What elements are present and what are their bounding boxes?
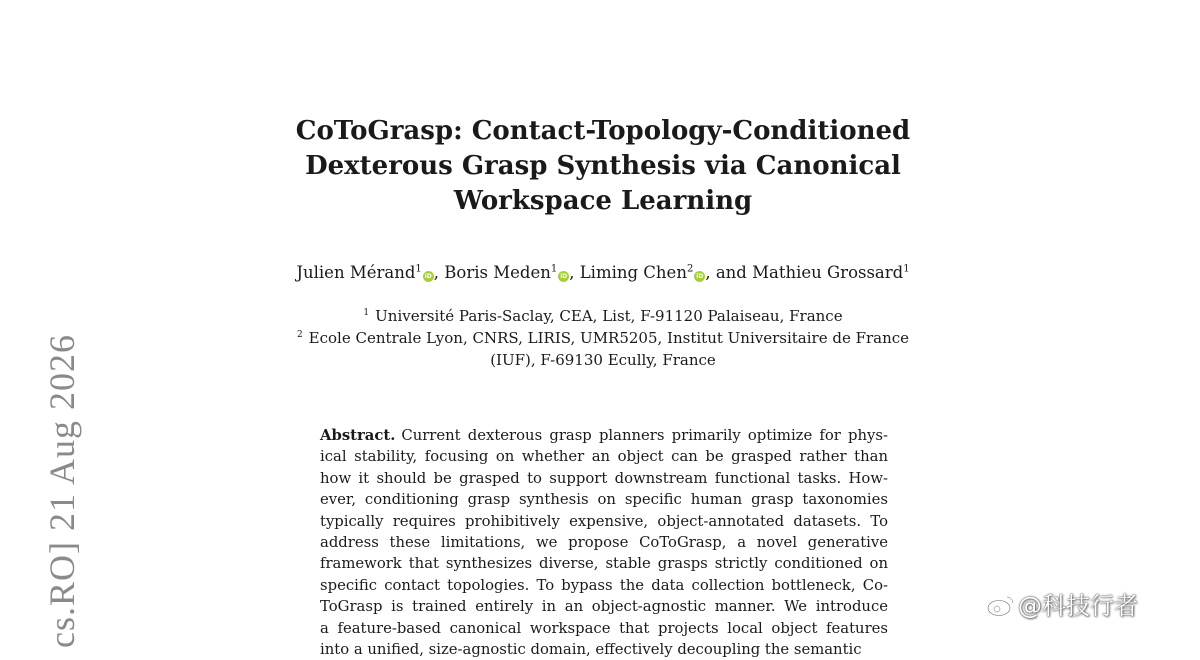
watermark: [986, 586, 1138, 621]
abstract-line: address these limitations, we propose CoToGrasp, a novel generative: [320, 534, 888, 552]
title-line: Dexterous Grasp Synthesis via Canonical: [305, 151, 901, 181]
affiliation-item: [260, 349, 946, 371]
abstract-line: [320, 425, 888, 446]
author-affiliation-mark: 1: [550, 263, 558, 275]
weibo-logo-icon: [986, 593, 1016, 617]
author-affiliation-mark: 2: [686, 263, 694, 275]
abstract-line: specific contact topologies. To bypass the data collection bottleneck, Co-: [320, 576, 888, 594]
author-name: Liming Chen: [579, 263, 687, 282]
orcid-icon[interactable]: iD: [424, 273, 432, 280]
abstract: [320, 425, 888, 660]
abstract-line: how it should be grasped to support downstream functional tasks. How-: [320, 469, 888, 487]
author-affiliation-mark: 1: [415, 263, 422, 275]
title-line: CoToGrasp: Contact-Topology-Conditioned: [295, 116, 911, 146]
abstract-line: typically requires prohibitively expensive, object-annotated datasets. To: [320, 512, 888, 530]
affiliation-mark: 2: [296, 330, 303, 340]
paper-title: [250, 114, 956, 219]
author-name: Boris Meden: [444, 263, 551, 282]
author-separator: ,: [569, 263, 580, 282]
abstract-line: ever, conditioning grasp synthesis on specific human grasp taxonomies: [320, 491, 888, 509]
title-line: Workspace Learning: [453, 186, 753, 216]
abstract-line: a feature-based canonical workspace that projects local object features: [320, 619, 888, 637]
affiliation-item: [260, 327, 946, 349]
arxiv-side-stamp: cs.RO] 21 Aug 2026: [42, 334, 82, 648]
affiliation-item: [260, 305, 946, 327]
affiliation-text: Université Paris-Saclay, CEA, List, F-91120 Palaiseau, France: [375, 307, 843, 325]
abstract-line: ToGrasp is trained entirely in an object-agnostic manner. We introduce: [320, 598, 888, 616]
abstract-text: Current dexterous grasp planners primarily optimize for phys-: [401, 427, 888, 444]
orcid-icon[interactable]: iD: [696, 273, 704, 280]
affiliation-text: Ecole Centrale Lyon, CNRS, LIRIS, UMR5205, Institut Universitaire de France: [308, 329, 910, 347]
affiliation-text: (IUF), F-69130 Ecully, France: [490, 351, 716, 369]
author-separator: , and: [705, 263, 753, 282]
author-name: Julien Mérand: [296, 263, 416, 282]
author-list: [200, 262, 1006, 284]
affiliation-mark: 1: [363, 308, 370, 318]
author-affiliation-mark: 1: [903, 263, 910, 275]
abstract-heading: Abstract.: [320, 427, 396, 444]
affiliation-list: [260, 305, 946, 371]
abstract-line: ical stability, focusing on whether an object can be grasped rather than: [320, 448, 888, 466]
abstract-line: framework that synthesizes diverse, stable grasps strictly conditioned on: [320, 555, 888, 573]
watermark-text: @科技行者: [1018, 592, 1138, 620]
author-name: Mathieu Grossard: [752, 263, 904, 282]
orcid-icon[interactable]: iD: [560, 273, 568, 280]
author-separator: ,: [433, 263, 445, 282]
abstract-line: into a unified, size-agnostic domain, effectively decoupling the semantic: [320, 641, 862, 659]
